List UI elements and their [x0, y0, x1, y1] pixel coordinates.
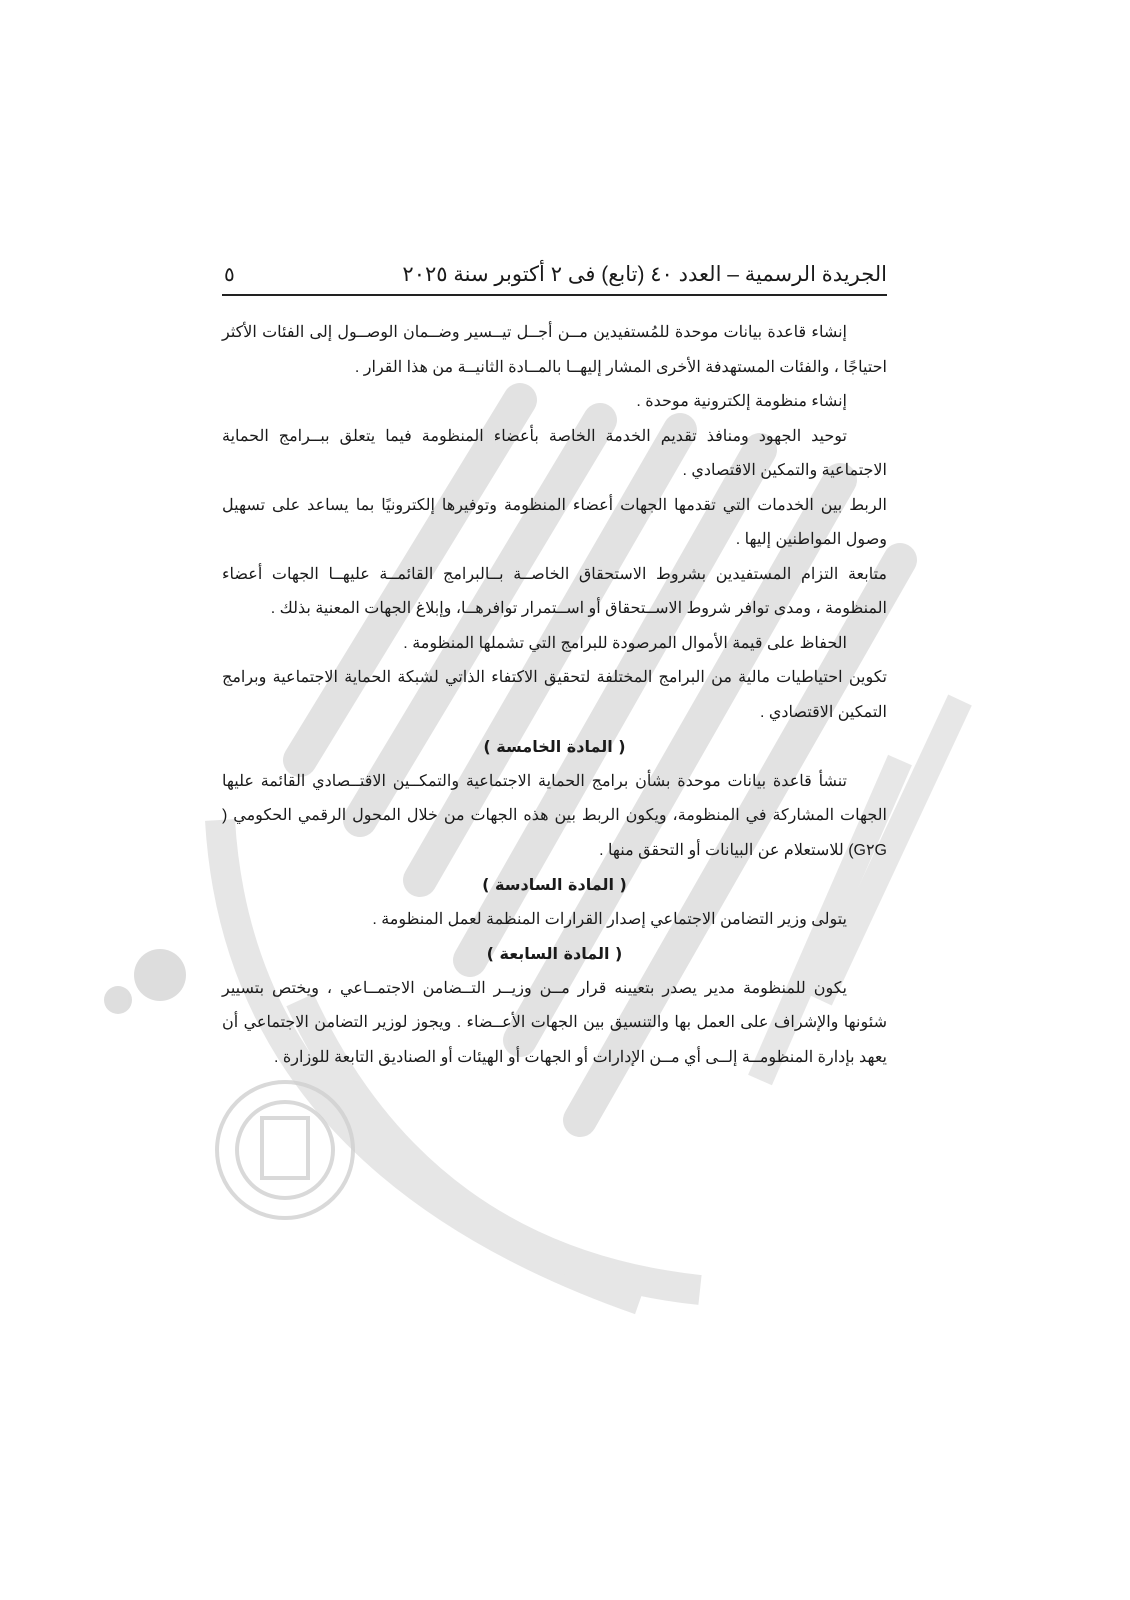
- paragraph-financial-reserves: تكوين احتياطيات مالية من البرامج المختلفة لتحقيق الاكتفاء الذاتي لشبكة الحماية الاجتماعية وبرامج التمكين الاقتصادي .: [222, 669, 887, 721]
- document-page: [222, 0, 887, 1600]
- article-6-heading: ( المادة السادسة ): [482, 875, 627, 894]
- document-body: [222, 316, 887, 1075]
- gazette-header-title: الجريدة الرسمية – العدد ٤٠ (تابع) فى ٢ أكتوبر سنة ٢٠٢٥: [402, 262, 887, 286]
- article-7-text: يكون للمنظومة مدير يصدر بتعيينه قرار مــن وزيــر التــضامن الاجتمــاعي ، ويختص بتسيير شئونها والإشراف على العمل بها والتنسيق بين الجهات الأعــضاء . ويجوز لوزير التضامن الاجتماعي أن يعهد بإدارة المنظومــة إلــى أي مــن الإدارات أو الجهات أو الهيئات أو الصناديق التابعة للوزارة .: [222, 979, 887, 1066]
- article-7-heading: ( المادة السابعة ): [486, 944, 623, 963]
- article-6-text: يتولى وزير التضامن الاجتماعي إصدار القرارات المنظمة لعمل المنظومة .: [372, 910, 847, 928]
- article-5-heading: ( المادة الخامسة ): [483, 737, 626, 756]
- page-header: [222, 254, 887, 294]
- paragraph-link-services: الربط بين الخدمات التي تقدمها الجهات أعضاء المنظومة وتوفيرها إلكترونيًا بما يساعد على تسهيل وصول المواطنين إليها .: [222, 496, 887, 548]
- article-5-text: تنشأ قاعدة بيانات موحدة بشأن برامج الحماية الاجتماعية والتمكــين الاقتــصادي القائمة عليها الجهات المشاركة في المنظومة، ويكون الربط بين هذه الجهات من خلال المحول الرقمي الحكومي ( G٢G) للاستعلام عن البيانات أو التحقق منها .: [222, 772, 887, 859]
- watermark-dots: [104, 949, 186, 1014]
- header-rule: [222, 294, 887, 296]
- page-number: ٥: [224, 263, 235, 286]
- paragraph-electronic-system: إنشاء منظومة إلكترونية موحدة .: [636, 393, 847, 410]
- paragraph-monitor-eligibility: متابعة التزام المستفيدين بشروط الاستحقاق الخاصــة بــالبرامج القائمــة عليهــا الجهات أعضاء المنظومة ، ومدى توافر شروط الاســتحقاق أو اســتمرار توافرهــا، وإبلاغ الجهات المعنية بذلك .: [222, 565, 887, 617]
- paragraph-preserve-funds: الحفاظ على قيمة الأموال المرصودة للبرامج التي تشملها المنظومة .: [403, 634, 847, 652]
- paragraph-unified-database: إنشاء قاعدة بيانات موحدة للمُستفيدين مــن أجــل تيــسير وضــمان الوصــول إلى الفئات الأكثر احتياجًا ، والفئات المستهدفة الأخرى المشار إليهــا بالمــادة الثانيــة من هذا القرار .: [222, 324, 887, 376]
- paragraph-unify-efforts: توحيد الجهود ومنافذ تقديم الخدمة الخاصة بأعضاء المنظومة فيما يتعلق ببــرامج الحماية الاجتماعية والتمكين الاقتصادي .: [222, 427, 887, 479]
